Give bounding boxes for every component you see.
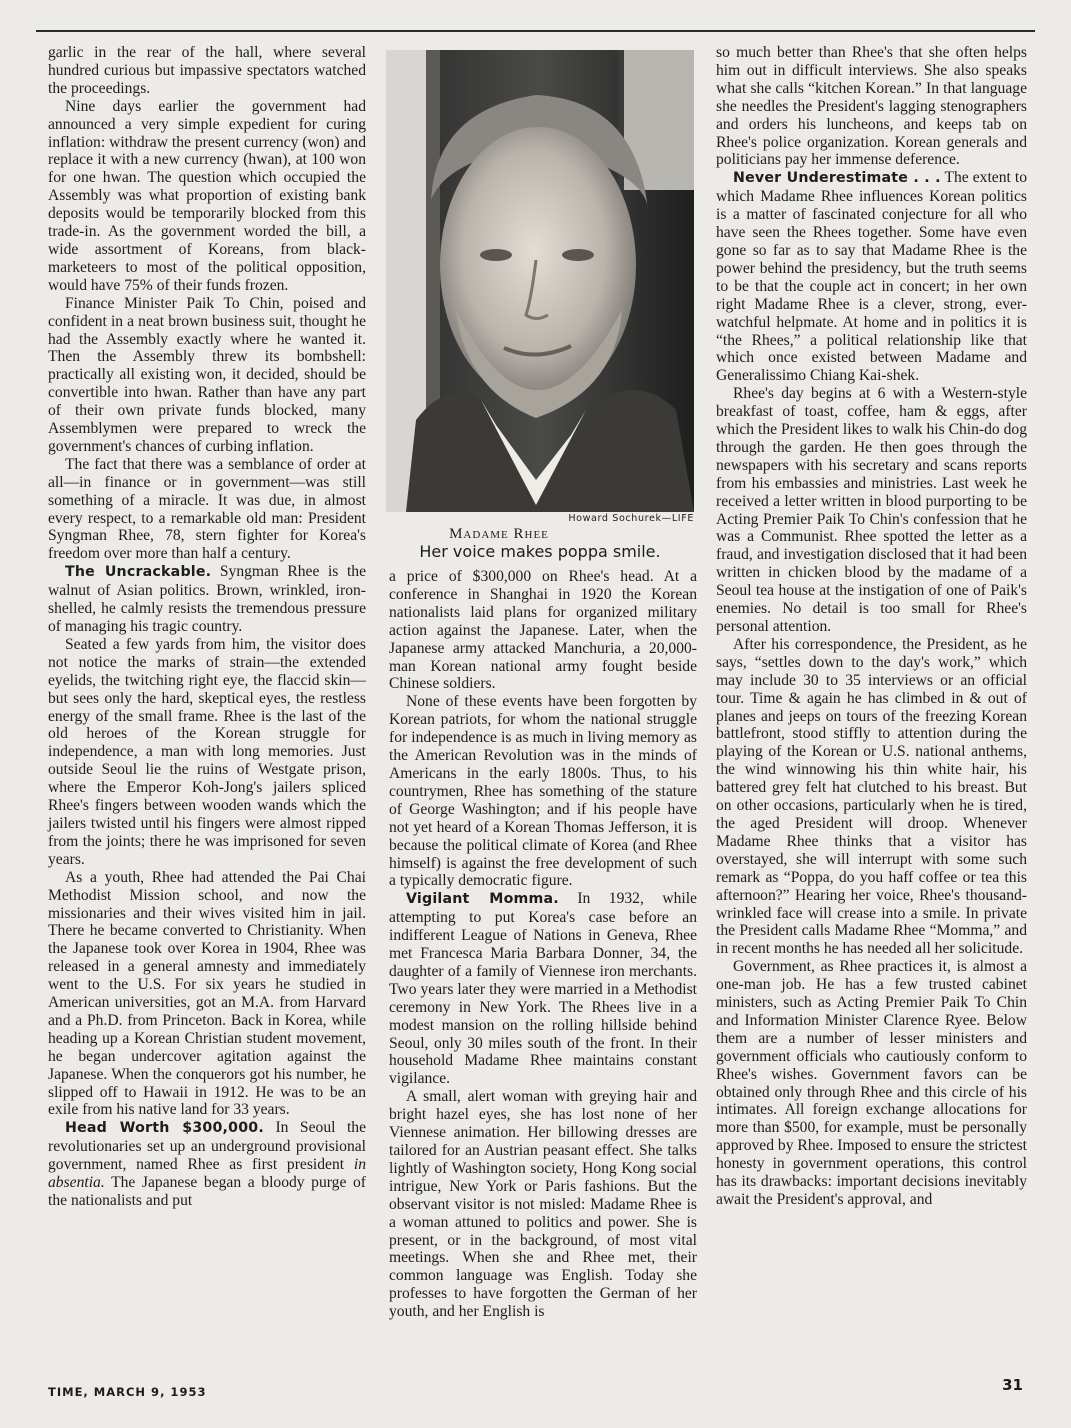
paragraph: None of these events have been forgotten by Korean patriots, for whom the national struggle for independence is as much in living memory as the American Revolution was in the minds of Americans in the early 1800s. Thus, to his countrymen, Rhee has something of the stature of George Washington; and if his people have not yet heard of a Korean Thomas Jefferson, it is because the political climate of Korea (and Rhee himself) is against the free development of such a typically democratic figure.: [389, 693, 697, 890]
paragraph: As a youth, Rhee had attended the Pai Chai Methodist Mission school, and now the missionaries and their wives visited him in jail. There he became converted to Christianity. When the Japanese took over Korea in 1904, Rhee was released in a general amnesty and immediately went to the U.S. For six years he studied in American universities, got an M.A. from Harvard and a Ph.D. from Princeton. Back in Korea, while heading up a Korean Christian student movement, he began undercover agitation against the Japanese. When the conquerors got his number, he slipped off to Hawaii in 1912. He was to be an exile from his native land for 33 years.: [48, 868, 366, 1119]
paragraph: [48, 1119, 366, 1210]
paragraph: Government, as Rhee practices it, is almost a one-man job. He has a few trusted cabinet ministers, such as Acting Premier Paik To Chin and Information Minister Clarence Ryee. Below them are a number of lesser ministers and government officials who cautiously conform to Rhee's wishes. Government favors can be obtained only through Rhee and this circle of his intimates. All foreign exchange allocations for more than $500, for example, must be personally approved by Rhee. Imposed to ensure the strictest honesty in government operations, this control has its drawbacks: important decisions inevitably await the President's approval, and: [716, 958, 1027, 1208]
caption-name: Madame Rhee: [449, 526, 549, 542]
paragraph-text: The extent to which Madame Rhee influences Korean politics is a matter of fascinated conjecture for all who have seen the Rhees together. Some have even gone so far as to say that Madame Rhee is the power behind the presidency, but the truth seems to be that the couple act in concert; in her own right Madame Rhee is a clever, strong, ever-watchful helpmate. At home and in politics it is “the Rhees,” a political relationship like that which once existed between Madame and Generalissimo Chiang Kai-shek.: [716, 169, 1027, 385]
subhead-uncrackable: The Uncrackable.: [65, 564, 212, 581]
portrait-illustration: [386, 50, 694, 512]
paragraph-text: In 1932, while attempting to put Korea's case before an indifferent League of Nations in Geneva, Rhee met Francesca Maria Barbara Donner, 34, the daughter of a family of Viennese iron merchants. Two years later they were married in a Methodist ceremony in New York. The Rhees live in a modest mansion on the rolling hillside behind Seoul, only 30 miles south of the front. In their household Madame Rhee maintains constant vigilance.: [389, 890, 697, 1088]
paragraph: A small, alert woman with greying hair and bright hazel eyes, she has lost none of her Viennese animation. Her billowing dresses are tailored for an Austrian peasant effect. She talks lightly of Washington society, Hong Kong social intrigue, New York or Paris fashions. But the observant visitor is not misled: Madame Rhee is a woman attuned to politics and power. She is present, or in the background, of most vital meetings. When she and Rhee met, their common language was English. Today she professes to have forgotten the German of her youth, and her English is: [389, 1088, 697, 1321]
paragraph: garlic in the rear of the hall, where several hundred curious but impassive spectators watched the proceedings.: [48, 44, 366, 97]
paragraph: a price of $300,000 on Rhee's head. At a conference in Shanghai in 1920 the Korean nationalists laid plans for organized military action against the Japanese. Later, when the Japanese army attacked Manchuria, a 20,000-man Korean national army fought beside Chinese soldiers.: [389, 568, 697, 693]
paragraph: Rhee's day begins at 6 with a Western-style breakfast of toast, coffee, ham & eggs, after which the President likes to walk his Chin-do dog through the garden. He then goes through the newspapers with his secretary and scans reports from his embassies and ministries. Last week he received a letter written in blood purporting to be Acting Premier Paik To Chin's confession that he was a Communist. Rhee spotted the letter as a fraud, and investigation disclosed that it had been written in chicken blood by the madame of a Seoul tea house at the instigation of one of Paik's enemies. No detail is too small for Rhee's personal attention.: [716, 385, 1027, 635]
paragraph: [389, 890, 697, 1088]
column-2: [389, 568, 697, 1321]
portrait-photo: [386, 50, 694, 512]
italic-phrase: in absentia.: [48, 1156, 366, 1192]
top-rule: [36, 30, 1035, 32]
paragraph: Finance Minister Paik To Chin, poised and confident in a neat brown business suit, thought he had the Assembly exactly where he wanted it. Then the Assembly threw its bombshell: practically all existing won, it decided, should be convertible into hwan. Rather than have any part of their own private funds blocked, many Assemblymen were prepared to wreck the government's chances of curbing inflation.: [48, 294, 366, 455]
paragraph: After his correspondence, the President, as he says, “settles down to the day's work,” which may include 30 to 35 interviews or an official tour. Time & again he has climbed in & out of planes and jeeps on tours of the freezing Korean battlefront, stood stiffly to attention during the playing of the Korean or U.S. national anthems, the wind winnowing his thin white hair, his battered grey felt hat clutched to his breast. But on other occasions, particularly when he is tired, the aged President will droop. Whenever Madame Rhee thinks that a visitor has overstayed, she will interrupt with some such remark as “Poppa, do you haff coffee or tea this afternoon?” Hearing her voice, Rhee's thousand-wrinkled face will crease into a smile. In private the President calls Madame Rhee “Momma,” and in recent months he has needed all her solicitude.: [716, 635, 1027, 958]
folio-line: TIME, MARCH 9, 1953: [48, 1385, 207, 1399]
column-1: [48, 44, 366, 1210]
paragraph: Seated a few yards from him, the visitor does not notice the marks of strain—the extended eyelids, the twitching right eye, the flaccid skin—but sees only the hard, skeptical eyes, the restless energy of the small frame. Rhee is the last of the old heroes of the Korean struggle for independence, a man with long memories. Just outside Seoul lie the ruins of Westgate prison, where the Emperor Koh-Jong's jailers spliced Rhee's fingers between wooden wands which the jailers twisted until his fingers were almost ripped from the joints; there he was imprisoned for seven years.: [48, 635, 366, 868]
paragraph-text: In Seoul the revolutionaries set up an underground provisional government, named Rhee as first president: [48, 1119, 366, 1174]
paragraph-text: Syngman Rhee is the walnut of Asian politics. Brown, wrinkled, iron-shelled, he calmly resists the tremendous pressure of managing his tragic country.: [48, 563, 367, 635]
paragraph: Nine days earlier the government had announced a very simple expedient for curing inflation: withdraw the present currency (won) and replace it with a new currency (hwan), at 100 won for one hwan. The question which occupied the Assembly was what proportion of existing bank deposits would be temporarily blocked from this trade-in. As the government worded the bill, a wide assortment of Koreans, from black-marketeers to most of the political opposition, would have 75% of their funds frozen.: [48, 97, 366, 294]
caption-text: Her voice makes poppa smile.: [419, 542, 661, 561]
paragraph: [48, 563, 366, 636]
paragraph: so much better than Rhee's that she often helps him out in difficult interviews. She also speaks what she calls “kitchen Korean.” In that language she needles the President's lagging stenographers and orders his luncheons, and keeps tab on Rhee's police organization. Korean generals and politicians pay her immense deference.: [716, 44, 1027, 169]
subhead-head-worth: Head Worth $300,000.: [65, 1120, 264, 1137]
page-number: 31: [1002, 1376, 1023, 1394]
paragraph: [716, 169, 1027, 385]
subhead-vigilant-momma: Vigilant Momma.: [406, 891, 559, 908]
photo-credit: Howard Sochurek—LIFE: [568, 513, 694, 524]
paragraph-text: The Japanese began a bloody purge of the nationalists and put: [48, 1174, 366, 1209]
paragraph: The fact that there was a semblance of order at all—in finance or in government—was still something of a miracle. It was due, in almost every respect, to a remarkable old man: President Syngman Rhee, 78, stern fighter for Korea's freedom over more than half a century.: [48, 455, 366, 563]
subhead-never-underestimate: Never Underestimate . . .: [733, 170, 941, 187]
column-3: [716, 44, 1027, 1209]
